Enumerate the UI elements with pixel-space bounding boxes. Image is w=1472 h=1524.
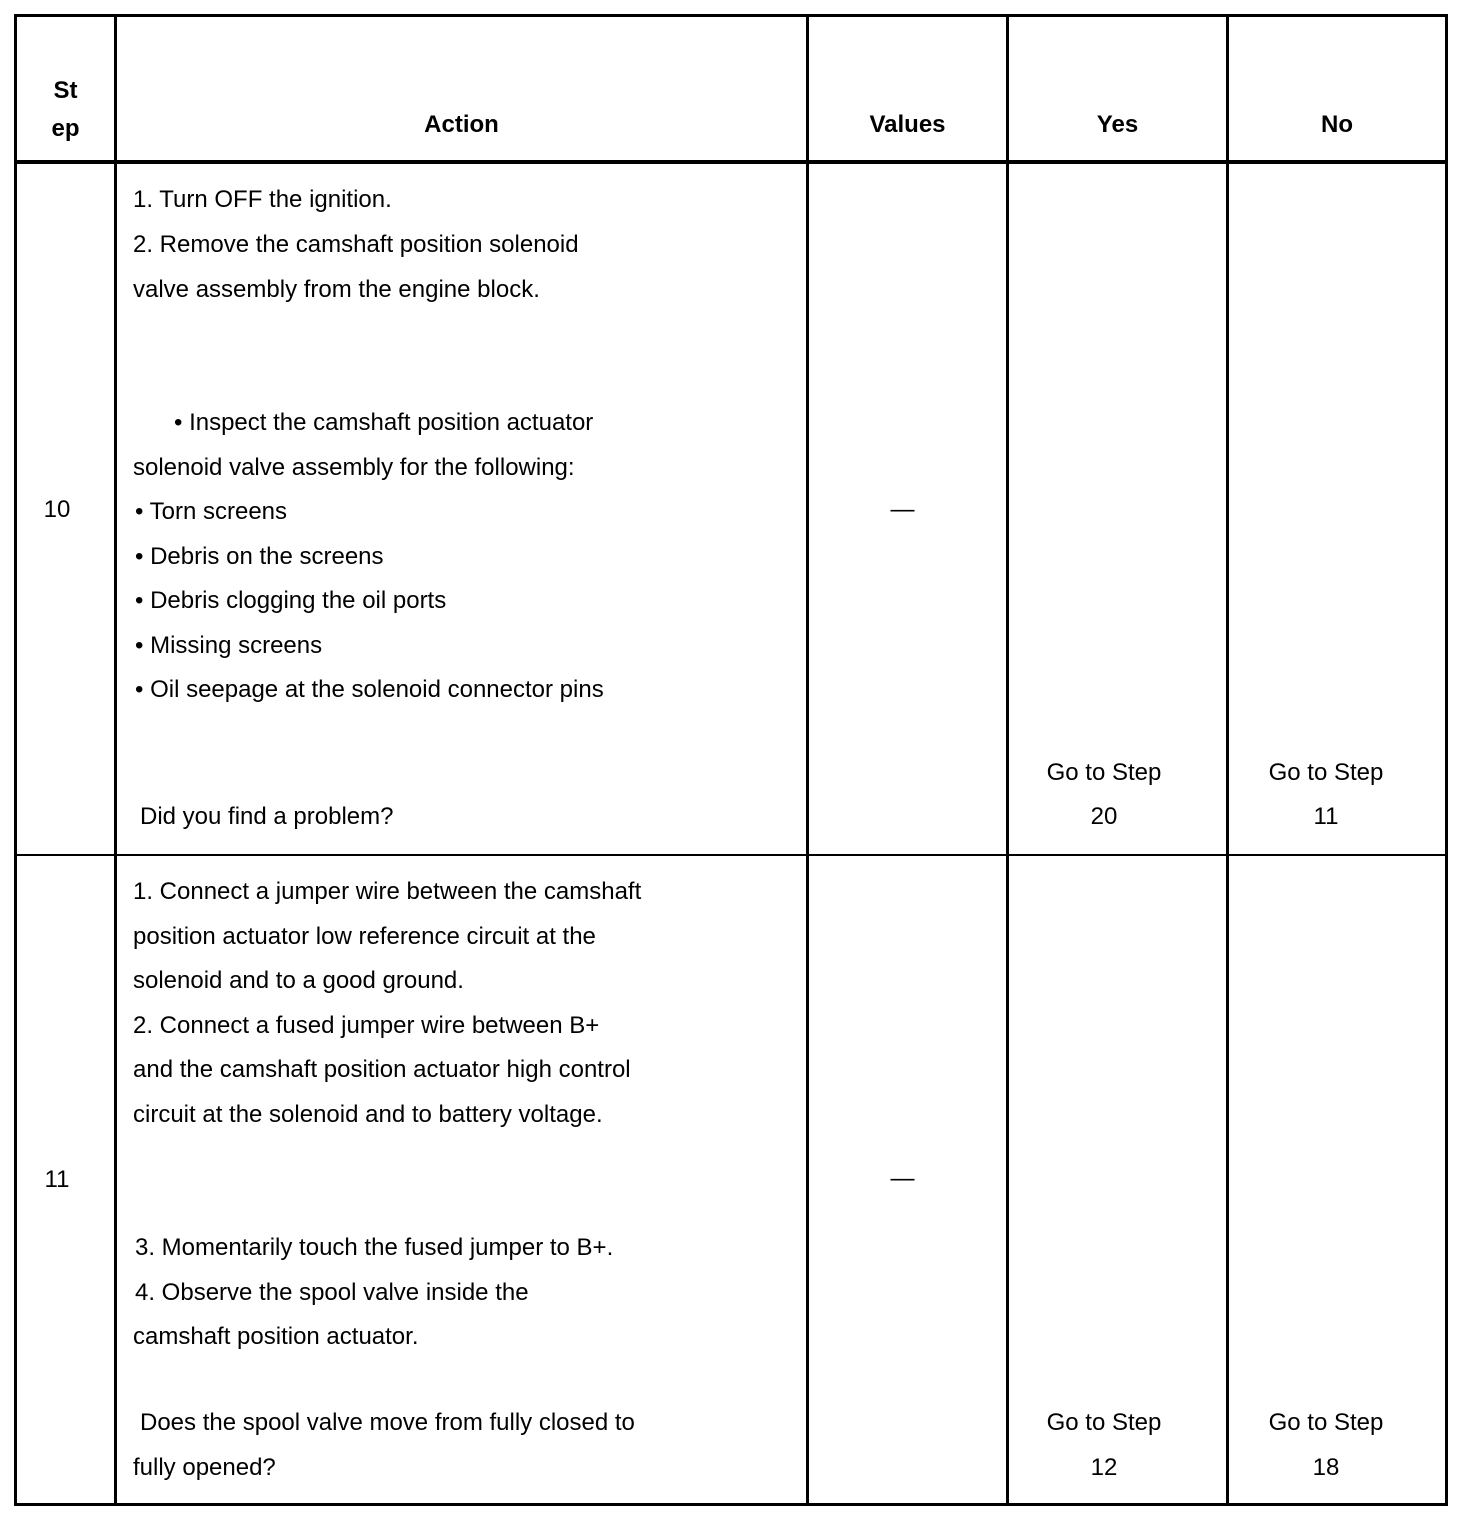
action-line: • Missing screens [135, 632, 323, 659]
action-line: and the camshaft position actuator high control [133, 1056, 631, 1083]
action-line: circuit at the solenoid and to battery voltage. [133, 1101, 603, 1128]
no-goto-step: 11 [1313, 803, 1339, 830]
row-divider [14, 854, 1448, 856]
values-cell: — [890, 496, 915, 523]
no-goto-step: 18 [1312, 1454, 1340, 1481]
action-line: • Debris on the screens [135, 543, 384, 570]
action-line: 3. Momentarily touch the fused jumper to B+. [135, 1234, 614, 1261]
table-bottom-border [14, 1503, 1448, 1506]
action-line: • Torn screens [135, 498, 288, 525]
action-line: • Oil seepage at the solenoid connector pins [135, 676, 604, 703]
no-goto-label: Go to Step [1268, 759, 1384, 786]
col-divider-action [806, 14, 809, 1506]
diagnostic-table [14, 14, 1448, 1506]
table-top-border [14, 14, 1448, 17]
action-line: position actuator low reference circuit at the [133, 923, 596, 950]
action-line: camshaft position actuator. [133, 1323, 419, 1350]
action-line: • Debris clogging the oil ports [135, 587, 447, 614]
action-question: Does the spool valve move from fully closed to [140, 1409, 635, 1436]
header-no: No [1321, 111, 1353, 138]
yes-goto-step: 20 [1090, 803, 1118, 830]
action-line: 4. Observe the spool valve inside the [135, 1279, 529, 1306]
step-number: 11 [44, 1166, 70, 1193]
action-line: 1. Connect a jumper wire between the camshaft [133, 878, 642, 905]
action-line: solenoid and to a good ground. [133, 967, 464, 994]
values-cell: — [890, 1165, 915, 1192]
action-question: Did you find a problem? [140, 803, 394, 830]
action-line: 2. Remove the camshaft position solenoid [133, 231, 579, 258]
table-right-border [1445, 14, 1448, 1506]
col-divider-step [114, 14, 117, 1506]
header-yes: Yes [1096, 111, 1139, 138]
action-line: 2. Connect a fused jumper wire between B+ [133, 1012, 600, 1039]
yes-goto-label: Go to Step [1046, 1409, 1162, 1436]
action-line: solenoid valve assembly for the following: [133, 454, 575, 481]
header-values: Values [869, 111, 946, 138]
header-action: Action [424, 111, 499, 138]
header-bottom-border [14, 160, 1448, 164]
step-number: 10 [43, 496, 71, 523]
yes-goto-step: 12 [1090, 1454, 1118, 1481]
action-line: valve assembly from the engine block. [133, 276, 540, 303]
action-question: fully opened? [133, 1454, 276, 1481]
no-goto-label: Go to Step [1268, 1409, 1384, 1436]
header-step: St ep [51, 77, 80, 142]
action-line: 1. Turn OFF the ignition. [133, 186, 392, 213]
action-line: • Inspect the camshaft position actuator [174, 409, 594, 436]
table-left-border [14, 14, 17, 1506]
yes-goto-label: Go to Step [1046, 759, 1162, 786]
